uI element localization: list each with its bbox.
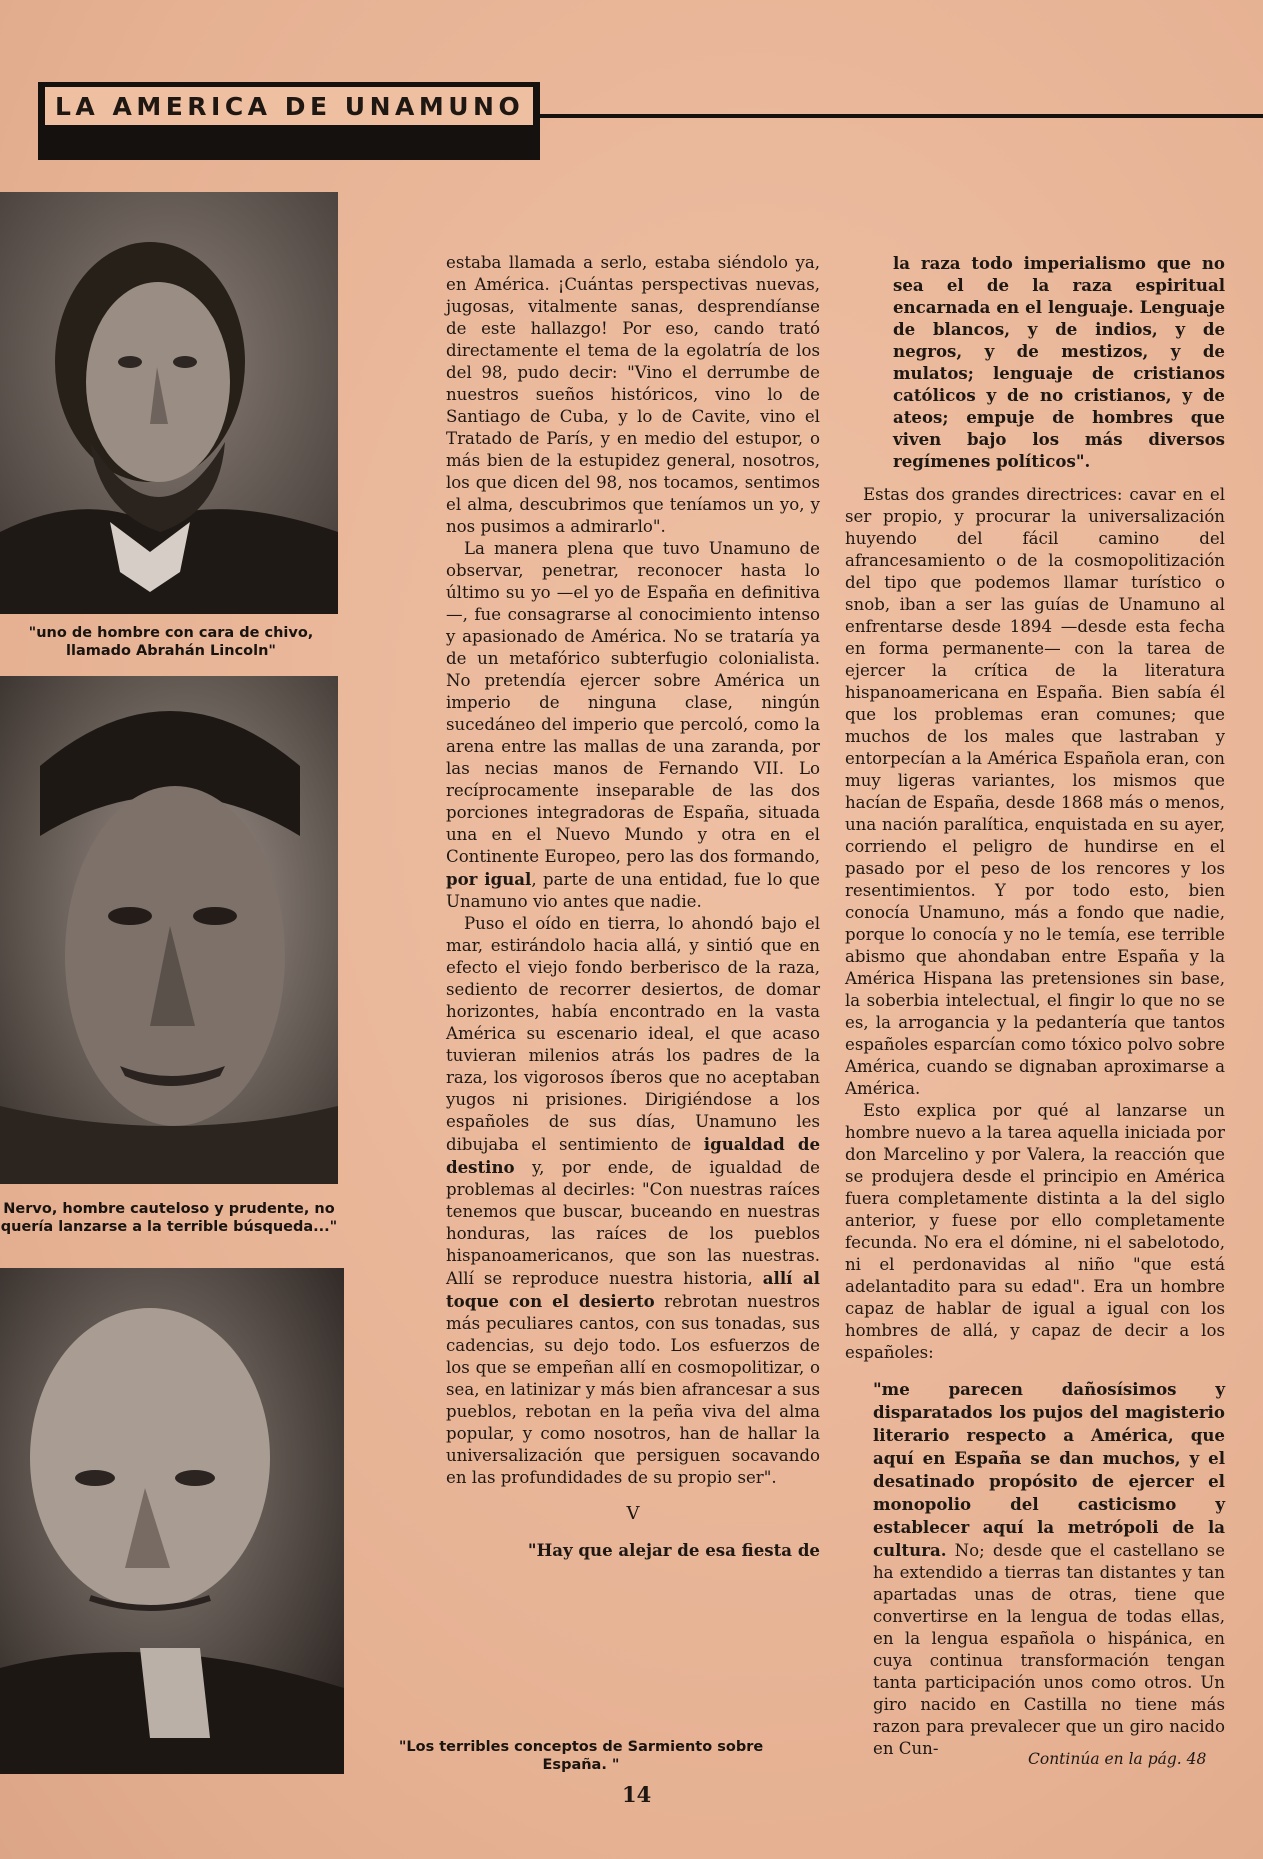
nervo-caption: Nervo, hombre cauteloso y prudente, no quería lanzarse a la terrible búsqueda..." <box>0 1201 338 1235</box>
sarmiento-caption: "Los terribles conceptos de Sarmiento sobre España. " <box>398 1739 764 1773</box>
quote-opening: "Hay que alejar de esa fiesta de <box>527 1540 820 1560</box>
lincoln-caption: "uno de hombre con cara de chivo, llamado Abrahán Lincoln" <box>28 625 314 659</box>
quote-block: "me parecen dañosísimos y disparatados los pujos del magisterio literario respecto a América, que aquí en España se dan muchos, y el desatinado propósito de ejercer el monopolio del casticismo y establecer aquí la metrópoli de la cultura. No; desde que el castellano se ha extendido a tierras tan distantes y tan apartadas unas de otras, tiene que convertirse en la lengua de todas ellas, en la lengua española o hispánica, en cuya continua transformación tengan tanta participación unos como otros. Un giro nacido en Castilla no tiene más razon para prevalecer que un giro nacido en Cun- <box>873 1379 1225 1758</box>
lincoln-portrait <box>0 192 338 614</box>
continued-note: Continúa en la pág. 48 <box>1028 1750 1207 1768</box>
section-numeral: V <box>626 1503 640 1524</box>
header-rule <box>540 114 1263 118</box>
sarmiento-portrait <box>0 1268 344 1774</box>
nervo-portrait <box>0 676 338 1184</box>
page-number: 14 <box>622 1782 652 1807</box>
paragraph: Esto explica por qué al lanzarse un hombre nuevo a la tarea aquella iniciada por don Marcelino y por Valera, la reacción que se produjera desde el principio en América fuera completamente distinta a la del siglo anterior, y fuese por ello completamente fecunda. No era el dómine, ni el sabelotodo, ni el perdonavidas al niño "que está adelantadito para su edad". Era un hombre capaz de hablar de igual a igual con los hombres de allá, y capaz de decir a los españoles: <box>845 1101 1225 1362</box>
paragraph: Estas dos grandes directrices: cavar en el ser propio, y procurar la universalización huyendo del fácil camino del afrancesamiento o de la cosmopolitización del tipo que podemos llamar turístico o snob, iban a ser las guías de Unamuno al enfrentarse desde 1894 —desde esta fecha en forma permanente— con la tarea de ejercer la crítica de la literatura hispanoamericana en España. Bien sabía él que los problemas eran comunes; que muchos de los males que lastraban y entorpecían a la América Española eran, con muy ligeras variantes, los mismos que hacían de España, desde 1868 más o menos, una nación paralítica, enquistada en su ayer, corriendo el peligro de hundirse en el pasado por el peso de los rencores y los resentimientos. Y por todo esto, bien conocía Unamuno, más a fondo que nadie, porque lo conocía y no le temía, ese terrible abismo que ahondaban entre España y la América Hispana las pretensiones sin base, la soberbia intelectual, el fingir lo que no se es, la arrogancia y la pedantería que tantos españoles esparcían como tóxico polvo sobre América, cuando se dignaban aproximarse a América. <box>845 485 1225 1098</box>
header-banner <box>42 84 536 128</box>
article-column-2 <box>845 252 1225 1760</box>
paragraph: Puso el oído en tierra, lo ahondó bajo el mar, estirándolo hacia allá, y sintió que en efecto el viejo fondo berberisco de la raza, sediento de recorrer desiertos, de domar horizontes, había encontrado en la vasta América su escenario ideal, el que acaso tuvieran milenios atrás los padres de la raza, los vigorosos íberos que no aceptaban yugos ni prisiones. Dirigiéndose a los españoles de sus días, Unamuno les dibujaba el sentimiento de igualdad de destino y, por ende, de igualdad de problemas al decirles: "Con nuestras raíces tenemos que buscar, buceando en nuestras honduras, las raíces de los pueblos hispanoamericanos, que son las nuestras. Allí se reproduce nuestra historia, allí al toque con el desierto rebrotan nuestros más peculiares cantos, con sus tonadas, sus cadencias, su dejo todo. Los esfuerzos de los que se empeñan allí en cosmopolitizar, o sea, en latinizar y más bien afrancesar a sus pueblos, rebotan en la peña viva del alma popular, y como nosotros, han de hallar la universalización que persiguen socavando en las profundidades de su propio ser". <box>446 914 820 1487</box>
quote-block: la raza todo imperialismo que no sea el de la raza espiritual encarnada en el lenguaje. Lenguaje de blancos, y de indios, y de negros, y de mestizos, y de mulatos; lenguaje de cristianos católicos y de no cristianos, y de ateos; empuje de hombres que viven bajo los más diversos regímenes políticos". <box>893 253 1225 471</box>
article-column-1 <box>446 252 820 1561</box>
paragraph: estaba llamada a serlo, estaba siéndolo ya, en América. ¡Cuántas perspectivas nuevas, jugosas, vitalmente sanas, desprendíanse de este hallazgo! Por eso, cando trató directamente el tema de la egolatría de los del 98, pudo decir: "Vino el derrumbe de nuestros sueños históricos, vino lo de Santiago de Cuba, y lo de Cavite, vino el Tratado de París, y en medio del estupor, o más bien de la estupidez general, nosotros, los que dicen del 98, nos tocamos, sentimos el alma, descubrimos que teníamos un yo, y nos pusimos a admirarlo". <box>446 253 820 536</box>
paragraph: La manera plena que tuvo Unamuno de observar, penetrar, reconocer hasta lo último su yo —el yo de España en definitiva—, fue consagrarse al conocimiento intenso y apasionado de América. No se trataría ya de un metafórico subterfugio colonialista. No pretendía ejercer sobre América un imperio de ninguna clase, ningún sucedáneo del imperio que percoló, como la arena entre las mallas de una zaranda, por las necias manos de Fernando VII. Lo recíprocamente inseparable de las dos porciones integradoras de España, situada una en el Nuevo Mundo y otra en el Continente Europeo, pero las dos formando, por igual, parte de una entidad, fue lo que Unamuno vio antes que nadie. <box>446 539 820 911</box>
page-title: LA AMERICA DE UNAMUNO <box>55 91 525 121</box>
